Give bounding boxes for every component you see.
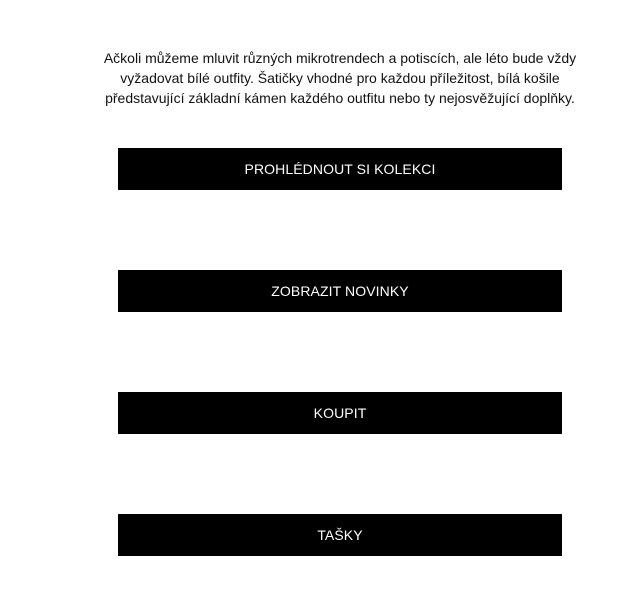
bags-button[interactable]: TAŠKY <box>118 514 562 556</box>
view-collection-button[interactable]: PROHLÉDNOUT SI KOLEKCI <box>118 148 562 190</box>
buy-button[interactable]: KOUPIT <box>118 392 562 434</box>
intro-paragraph: Ačkoli můžeme mluvit různých mikrotrendech a potiscích, ale léto bude vždy vyžadovat bílé outfity. Šatičky vhodné pro každou příležitost, bílá košile představující základní kámen každého outfitu nebo ty nejosvěžující doplňky. <box>103 50 577 106</box>
view-new-arrivals-button[interactable]: ZOBRAZIT NOVINKY <box>118 270 562 312</box>
